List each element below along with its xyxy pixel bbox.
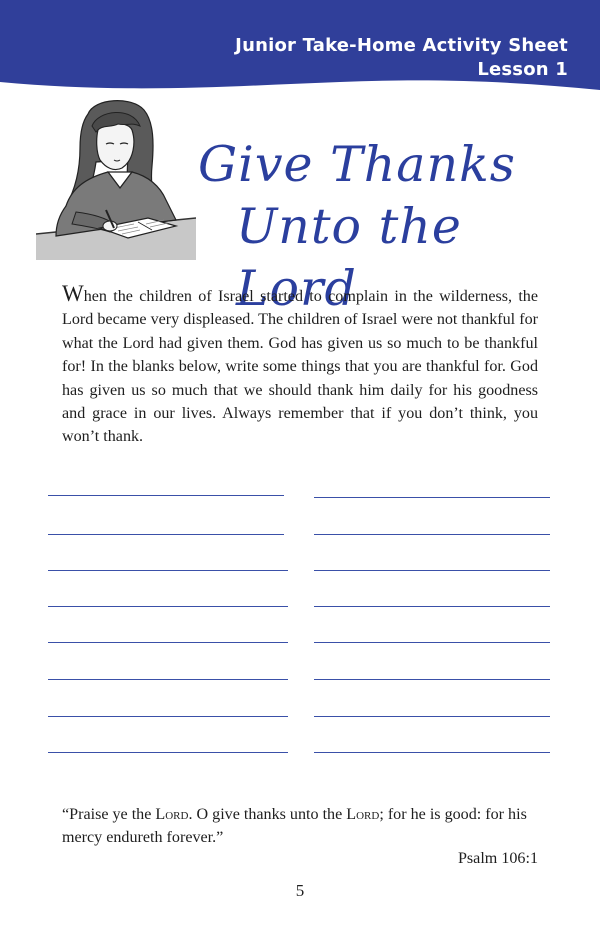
instructions-paragraph (62, 282, 538, 449)
blank-line[interactable] (314, 716, 550, 717)
blank-line[interactable] (48, 716, 288, 717)
blank-line[interactable] (314, 606, 550, 607)
blank-line[interactable] (314, 642, 550, 643)
title-line-1: Give Thanks (198, 136, 516, 193)
blank-line[interactable] (314, 570, 550, 571)
blank-line[interactable] (314, 497, 550, 498)
title-line-2: Unto the Lord (236, 198, 462, 317)
blank-line[interactable] (48, 570, 288, 571)
page-number: 5 (295, 881, 305, 900)
blank-line[interactable] (48, 752, 288, 753)
header-title (235, 34, 568, 82)
blank-line[interactable] (48, 679, 288, 680)
girl-writing-illustration (36, 96, 196, 260)
scripture-citation: Psalm 106:1 (457, 850, 538, 867)
drop-cap: W (62, 281, 84, 306)
blank-line[interactable] (48, 495, 284, 496)
quote-lord-1: Lord (155, 806, 189, 823)
quote-text-3: ; for he is good: for his mercy endureth forever.” (62, 806, 527, 846)
blank-line[interactable] (48, 534, 284, 535)
quote-text-1: “Praise ye the (62, 806, 156, 823)
quote-text-2: . O give thanks unto the (188, 806, 347, 823)
quote-lord-2: Lord (346, 806, 380, 823)
blank-line[interactable] (48, 606, 288, 607)
blank-line[interactable] (314, 752, 550, 753)
paragraph-text: hen the children of Israel started to complain in the wilderness, the Lord became very displeased. The children of Israel were not thankful for what the Lord had given them. God has given us so much to be thankful for! In the blanks below, write some things that you are thankful for. God has given us so much that we should thank him daily for his goodness and grace in our lives. Always remember that if you don’t think, you won’t thank. (62, 288, 538, 446)
lesson-label: Lesson 1 (477, 59, 568, 80)
scripture-quote (62, 803, 540, 849)
blank-line[interactable] (314, 534, 550, 535)
blank-line[interactable] (314, 679, 550, 680)
blank-line[interactable] (48, 642, 288, 643)
sheet-title: Junior Take-Home Activity Sheet (235, 35, 568, 56)
